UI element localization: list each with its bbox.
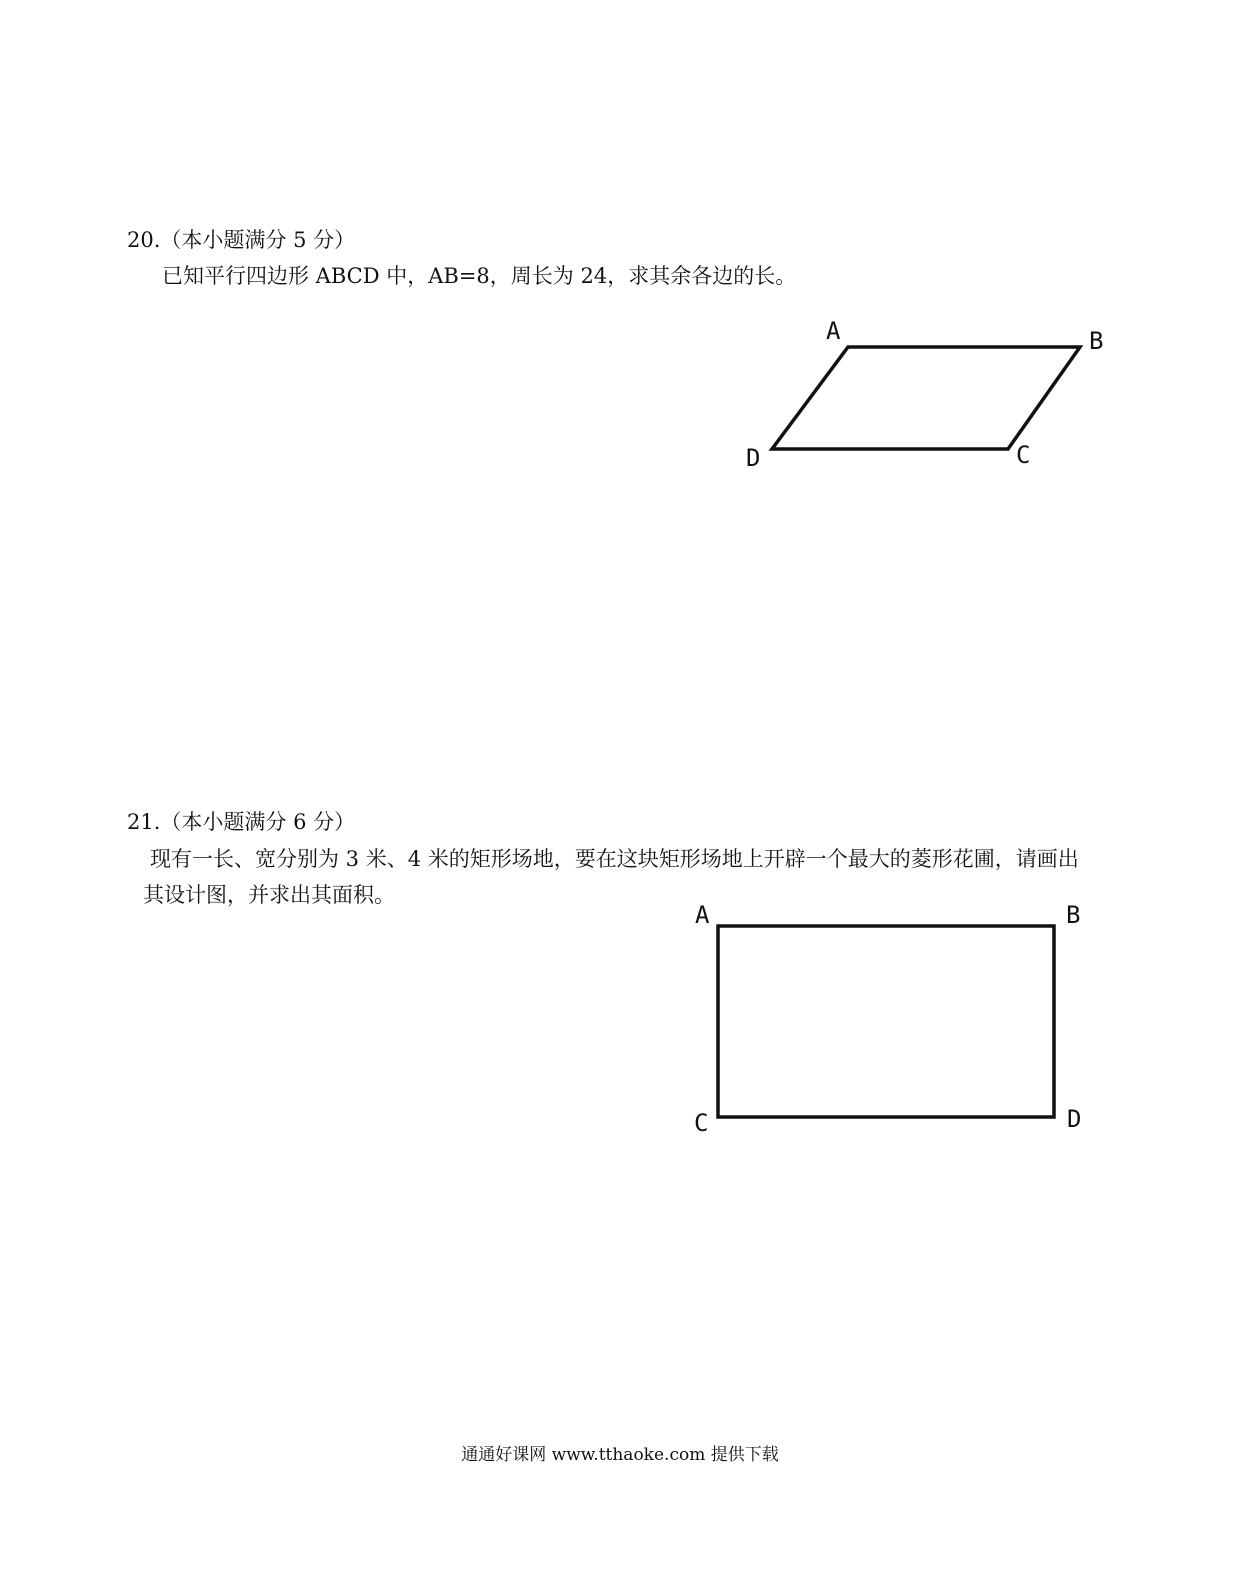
parallelogram-label-a: A xyxy=(826,317,841,345)
question-21-body-line-1: 现有一长、宽分别为 3 米、4 米的矩形场地，要在这块矩形场地上开辟一个最大的菱形花圃，请画出 xyxy=(150,847,1079,871)
rectangle-abcd xyxy=(718,926,1054,1117)
question-21-heading: 21.（本小题满分 6 分） xyxy=(127,810,356,834)
page-footer: 通通好课网 www.tthaoke.com 提供下载 xyxy=(461,1445,779,1465)
rectangle-label-a: A xyxy=(695,901,710,929)
parallelogram-label-d: D xyxy=(746,444,761,472)
rectangle-label-d: D xyxy=(1067,1105,1082,1133)
parallelogram-label-c: C xyxy=(1016,441,1031,469)
question-20-heading: 20.（本小题满分 5 分） xyxy=(127,228,356,252)
rectangle-label-c: C xyxy=(694,1109,709,1137)
parallelogram-label-b: B xyxy=(1089,327,1104,355)
question-21-body-line-2: 其设计图，并求出其面积。 xyxy=(143,883,395,907)
rectangle-label-b: B xyxy=(1066,901,1081,929)
question-20-body: 已知平行四边形 ABCD 中，AB=8，周长为 24，求其余各边的长。 xyxy=(162,264,797,288)
